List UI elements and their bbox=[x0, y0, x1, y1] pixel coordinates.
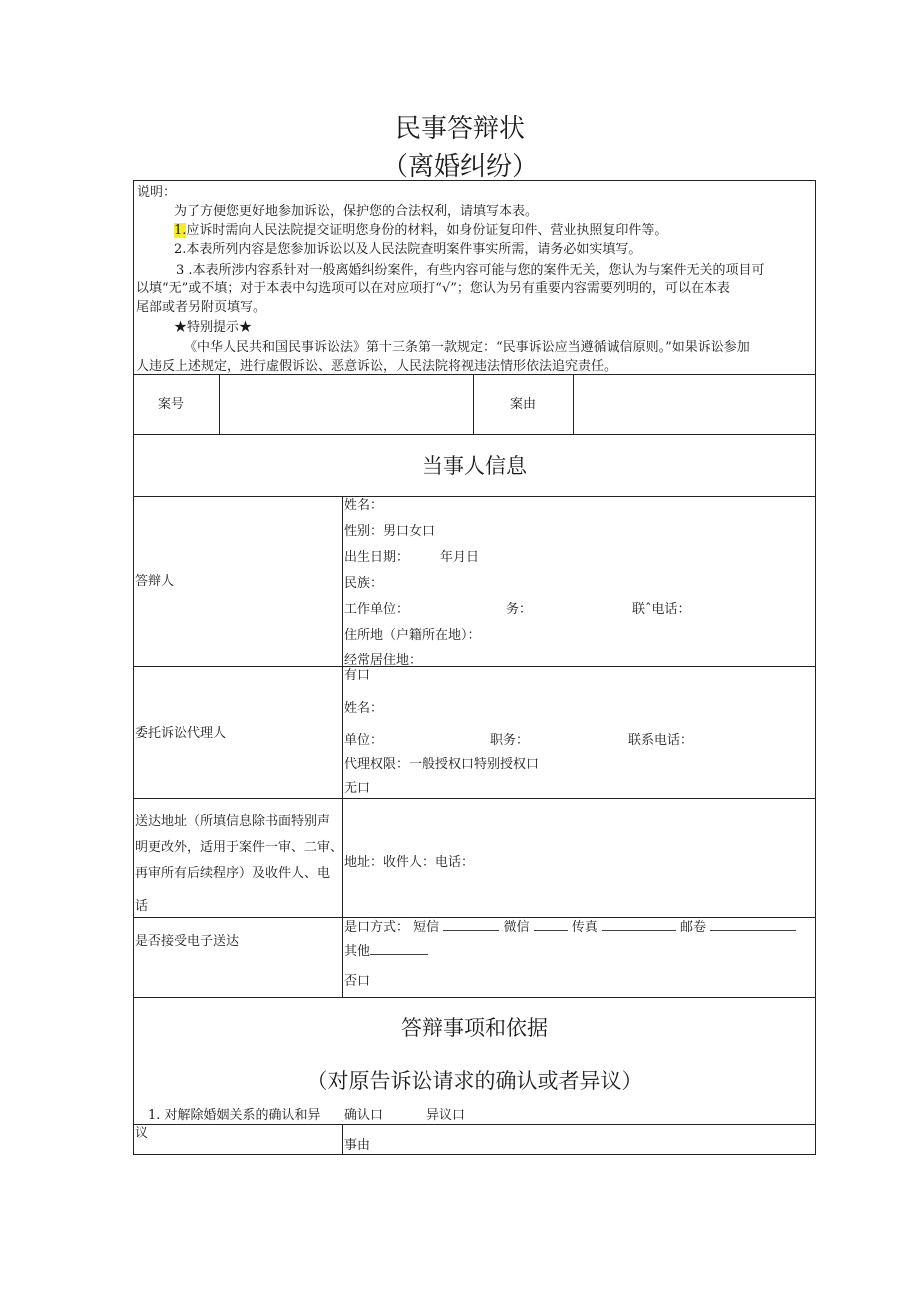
special-notice-heading: ★特别提示★ bbox=[174, 320, 253, 335]
row-divider bbox=[133, 434, 816, 435]
defense-section-title: 答辩事项和依据 bbox=[401, 1016, 548, 1040]
respondent-name[interactable]: 姓名： bbox=[344, 498, 384, 513]
agent-unit[interactable]: 单位： bbox=[344, 733, 384, 748]
service-address-value[interactable]: 地址：收件人：电话： bbox=[344, 855, 475, 870]
column-divider bbox=[573, 374, 574, 434]
notes-item1 bbox=[174, 223, 667, 239]
item1-label-line1: 1. 对解除婚姻关系的确认和异 bbox=[148, 1108, 321, 1123]
agent-phone[interactable]: 联系电话： bbox=[628, 733, 694, 748]
e-service-yes-checkbox[interactable]: 是口方式： bbox=[344, 920, 410, 935]
party-section-title: 当事人信息 bbox=[422, 454, 527, 478]
respondent-phone[interactable]: 联ˆ电话： bbox=[632, 602, 691, 617]
case-number-field[interactable] bbox=[222, 376, 471, 432]
row-divider bbox=[133, 374, 816, 375]
column-divider bbox=[473, 374, 474, 434]
row-divider bbox=[133, 666, 816, 667]
column-divider bbox=[219, 374, 220, 434]
service-address-label-line1: 送达地址（所填信息除书面特别声 bbox=[135, 814, 331, 829]
sms-blank[interactable] bbox=[443, 919, 499, 931]
fax-blank[interactable] bbox=[602, 919, 676, 931]
case-cause-field[interactable] bbox=[576, 376, 814, 432]
row-divider bbox=[133, 997, 816, 998]
service-address-label-line2: 明更改外，适用于案件一审、二审、 bbox=[135, 840, 344, 855]
item1-reason[interactable]: 事由 bbox=[344, 1138, 371, 1153]
other-blank[interactable] bbox=[370, 943, 428, 955]
respondent-position[interactable]: 务： bbox=[506, 602, 533, 617]
agent-has-checkbox[interactable]: 有口 bbox=[344, 668, 371, 683]
item1-confirm-checkbox[interactable]: 确认口 bbox=[344, 1108, 384, 1123]
e-service-mail: 邮卷 bbox=[680, 920, 707, 935]
respondent-dob-units: 年月日 bbox=[440, 550, 480, 565]
row-divider bbox=[133, 798, 816, 799]
notes-item2: 2.本表所列内容是您参加诉讼以及人民法院查明案件事实所需，请务必如实填写。 bbox=[174, 242, 642, 257]
case-number-label: 案号 bbox=[158, 397, 185, 412]
respondent-work-unit[interactable]: 工作单位： bbox=[344, 602, 410, 617]
service-address-label-line4: 话 bbox=[135, 899, 149, 914]
agent-position[interactable]: 职务： bbox=[490, 733, 530, 748]
wechat-blank[interactable] bbox=[534, 919, 568, 931]
notes-item1-text: 应诉时需向人民法院提交证明您身份的材料，如身份证复印件、营业执照复印件等。 bbox=[186, 223, 668, 238]
defense-section-subtitle: （对原告诉讼请求的确认或者异议） bbox=[306, 1069, 643, 1093]
document-subtitle: （离婚纠纷） bbox=[381, 152, 538, 182]
agent-none-checkbox[interactable]: 无口 bbox=[344, 781, 371, 796]
e-service-yes-line[interactable] bbox=[344, 919, 796, 936]
column-divider bbox=[342, 496, 343, 997]
notes-intro: 为了方便您更好地参加诉讼，保护您的合法权利，请填写本表。 bbox=[174, 204, 539, 219]
respondent-residence[interactable]: 住所地（户籍所在地）： bbox=[344, 628, 481, 643]
column-divider bbox=[342, 1124, 343, 1155]
respondent-dob-label[interactable]: 出生日期： bbox=[344, 550, 410, 565]
notes-item3-line3: 尾部或者另附页填写。 bbox=[136, 300, 267, 315]
agent-authority[interactable]: 代理权限：一般授权口特别授权口 bbox=[344, 757, 540, 772]
e-service-other: 其他 bbox=[344, 944, 371, 959]
service-address-label-line3: 再审所有后续程序）及收件人、电 bbox=[135, 866, 331, 881]
e-service-fax: 传真 bbox=[571, 920, 598, 935]
special-notice-line1: 《中华人民共和国民事诉讼法》第十三条第一款规定：“民事诉讼应当遵循诚信原则。”如果诉讼参加 bbox=[184, 340, 750, 355]
row-divider bbox=[133, 496, 816, 497]
e-service-label: 是否接受电子送达 bbox=[135, 934, 240, 949]
mail-blank[interactable] bbox=[710, 919, 796, 931]
e-service-wechat: 微信 bbox=[503, 920, 530, 935]
agent-name[interactable]: 姓名： bbox=[344, 701, 384, 716]
respondent-label: 答辩人 bbox=[135, 574, 175, 589]
notes-item3-line2: 以填“无”或不填；对于本表中勾选项可以在对应项打“√”；您认为另有重要内容需要列明的，可以在本表 bbox=[136, 281, 730, 296]
notes-heading: 说明： bbox=[137, 185, 177, 200]
notes-item1-number: 1. bbox=[174, 223, 187, 238]
item1-label-line2: 议 bbox=[135, 1126, 149, 1141]
row-divider bbox=[133, 1124, 816, 1125]
notes-item3-line1: 3 .本表所涉内容系针对一般离婚纠纷案件，有些内容可能与您的案件无关，您认为与案件无关的项目可 bbox=[176, 263, 765, 278]
agent-label: 委托诉讼代理人 bbox=[135, 726, 227, 741]
special-notice-line2: 人违反上述规定，进行虚假诉讼、恶意诉讼，人民法院将视违法情形依法追究责任。 bbox=[136, 359, 618, 374]
row-divider bbox=[133, 917, 816, 918]
respondent-habitual-residence[interactable]: 经常居住地： bbox=[344, 653, 423, 668]
respondent-ethnicity[interactable]: 民族： bbox=[344, 576, 384, 591]
e-service-other-line[interactable] bbox=[344, 943, 428, 960]
e-service-no-checkbox[interactable]: 否口 bbox=[344, 974, 371, 989]
respondent-gender[interactable]: 性别：男口女口 bbox=[344, 524, 436, 539]
case-cause-label: 案由 bbox=[510, 397, 537, 412]
document-title: 民事答辩状 bbox=[394, 114, 525, 144]
item1-object-checkbox[interactable]: 异议口 bbox=[426, 1108, 466, 1123]
e-service-sms: 短信 bbox=[413, 920, 440, 935]
